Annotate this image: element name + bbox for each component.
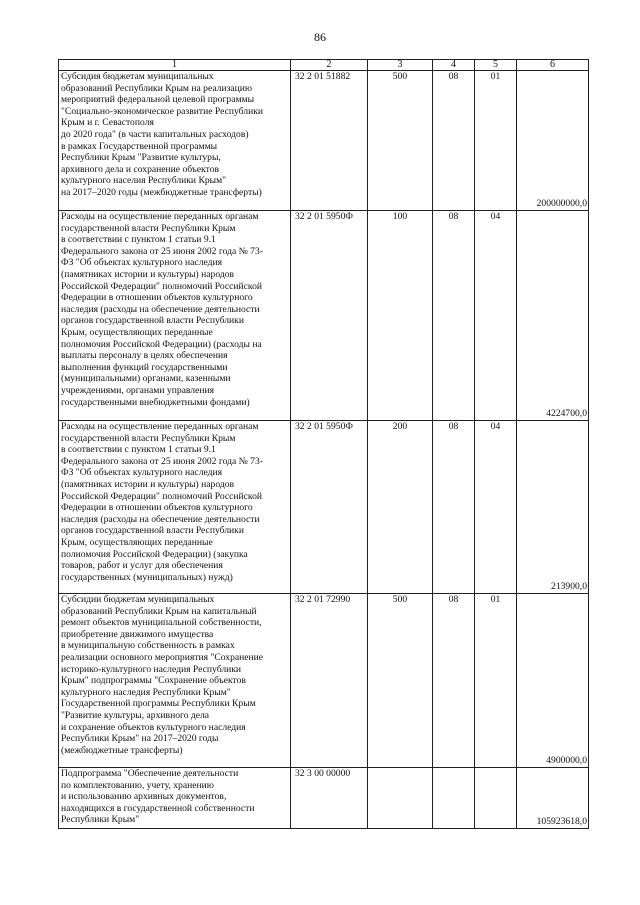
table-row bbox=[59, 71, 589, 211]
header-col-2: 2 bbox=[291, 60, 368, 71]
row-subsection: 01 bbox=[475, 594, 517, 768]
row-description: Подпрограмма "Обеспечение деятельности по комплектованию, учету, хранению и использованию архивных документов, находящихся в государственной собственности Республики Крым" bbox=[59, 768, 291, 829]
row-section: 08 bbox=[433, 71, 475, 211]
row-code: 32 2 01 5950Ф bbox=[291, 211, 368, 421]
row-code: 32 2 01 72990 bbox=[291, 594, 368, 768]
header-row bbox=[59, 60, 589, 71]
row-subsection: 04 bbox=[475, 211, 517, 421]
table-row bbox=[59, 768, 589, 829]
row-code: 32 3 00 00000 bbox=[291, 768, 368, 829]
row-amount: 105923618,0 bbox=[517, 768, 589, 829]
row-type: 200 bbox=[368, 421, 433, 594]
budget-table bbox=[58, 59, 589, 829]
row-amount: 213900,0 bbox=[517, 421, 589, 594]
table-row bbox=[59, 421, 589, 594]
row-section bbox=[433, 768, 475, 829]
row-code: 32 2 01 51882 bbox=[291, 71, 368, 211]
header-col-4: 4 bbox=[433, 60, 475, 71]
row-section: 08 bbox=[433, 211, 475, 421]
row-code: 32 2 01 5950Ф bbox=[291, 421, 368, 594]
row-amount: 4900000,0 bbox=[517, 594, 589, 768]
row-description: Расходы на осуществление переданных органам государственной власти Республики Крым в соответствии с пунктом 1 статьи 9.1 Федерального закона от 25 июня 2002 года № 73- ФЗ "Об объектах культурного наследия (памятниках истории и культуры) народов Российской Федерации" полномочий Российской Федерации в отношении объектов культурного наследия (расходы на обеспечение деятельности органов государственной власти Республики Крым, осуществляющих переданные полномочия Российской Федерации) (закупка товаров, работ и услуг для обеспечения государственных (муниципальных) нужд) bbox=[59, 421, 291, 594]
table-row bbox=[59, 594, 589, 768]
table-row bbox=[59, 211, 589, 421]
row-section: 08 bbox=[433, 594, 475, 768]
row-type: 500 bbox=[368, 594, 433, 768]
header-col-5: 5 bbox=[475, 60, 517, 71]
row-description: Субсидия бюджетам муниципальных образований Республики Крым на реализацию мероприятий федеральной целевой программы "Социально-экономическое развитие Республики Крым и г. Севастополя до 2020 года" (в части капитальных расходов) в рамках Государственной программы Республики Крым "Развитие культуры, архивного дела и сохранение объектов культурного населия Республики Крым" на 2017–2020 годы (межбюджетные трансферты) bbox=[59, 71, 291, 211]
row-description: Субсидии бюджетам муниципальных образований Республики Крым на капитальный ремонт объектов муниципальной собственности, приобретение движимого имущества в муниципальную собственность в рамках реализации основного мероприятия "Сохранение историко-культурного наследия Республики Крым" подпрограммы "Сохранение объектов культурного наследия Республики Крым" Государственной программы Республики Крым "Развитие культуры, архивного дела и сохранение объектов культурного наследия Республики Крым" на 2017–2020 годы (межбюджетные трансферты) bbox=[59, 594, 291, 768]
row-type: 100 bbox=[368, 211, 433, 421]
row-amount: 200000000,0 bbox=[517, 71, 589, 211]
row-description: Расходы на осуществление переданных органам государственной власти Республики Крым в соответствии с пунктом 1 статьи 9.1 Федерального закона от 25 июня 2002 года № 73- ФЗ "Об объектах культурного наследия (памятниках истории и культуры) народов Российской Федерации" полномочий Российской Федерации в отношении объектов культурного наследия (расходы на обеспечение деятельности органов государственной власти Республики Крым, осуществляющих переданные полномочия Российской Федерации) (расходы на выплаты персоналу в целях обеспечения выполнения функций государственными (муниципальными) органами, казенными учреждениями, органами управления государственными внебюджетными фондами) bbox=[59, 211, 291, 421]
header-col-6: 6 bbox=[517, 60, 589, 71]
row-amount: 4224700,0 bbox=[517, 211, 589, 421]
row-subsection: 01 bbox=[475, 71, 517, 211]
row-subsection bbox=[475, 768, 517, 829]
row-type: 500 bbox=[368, 71, 433, 211]
row-type bbox=[368, 768, 433, 829]
header-col-3: 3 bbox=[368, 60, 433, 71]
header-col-1: 1 bbox=[59, 60, 291, 71]
row-subsection: 04 bbox=[475, 421, 517, 594]
row-section: 08 bbox=[433, 421, 475, 594]
page-number: 86 bbox=[314, 30, 326, 44]
